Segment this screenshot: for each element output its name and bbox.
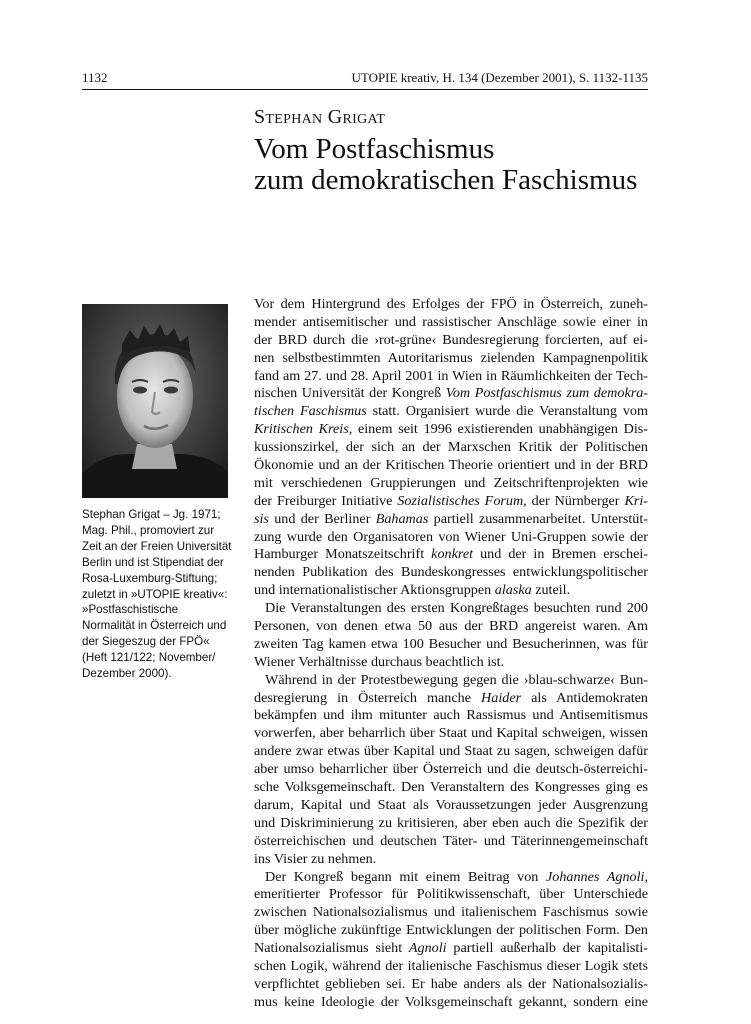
body-line: Die Veranstaltungen des ersten Kongreßtages besuchten rund 200: [265, 600, 648, 617]
italic-run: konkret: [431, 546, 474, 563]
text-run: der Nürnberger: [526, 492, 625, 509]
caption-line: Rosa-Luxemburg-Stiftung;: [82, 571, 218, 585]
italic-run: Johannes Agnoli,: [546, 868, 648, 885]
italic-run: Sozialistisches Forum,: [397, 492, 527, 509]
body-line: sche Volksgemeinschaft. Den Veranstaltern des Kongresses ging es: [254, 779, 648, 796]
italic-run: tischen Faschismus: [254, 403, 367, 420]
title-line: Vom Postfaschismus: [254, 133, 495, 165]
body-line: bekämpfen und ihm mitunter auch Rassismus und Antisemitismus: [254, 707, 648, 724]
body-line: Während in der Protestbewegung gegen die ›blau-schwarze‹ Bun-: [265, 671, 648, 688]
italic-run: Haider: [481, 689, 522, 706]
text-run: desregierung in Österreich manche: [254, 689, 482, 706]
page-number: 1132: [82, 70, 108, 85]
text-run: einem seit 1996 existierenden unabhängigen Dis-: [352, 421, 648, 438]
text-run: statt. Organisiert wurde die Veranstaltung vom: [366, 403, 648, 420]
author-bio-caption: [82, 507, 242, 682]
body-line: [254, 493, 648, 511]
text-run: Der Kongreß begann mit einem Beitrag von: [265, 868, 546, 885]
body-line: [254, 869, 648, 887]
body-line: kussionszirkel, der sich an der Marxschen Kritik der Politischen: [254, 439, 648, 456]
body-line: vorwerfen, aber beharrlich über Staat und Kapital schweigen, wissen: [254, 725, 648, 742]
text-run: der Freiburger Initiative: [254, 492, 398, 509]
caption-line: (Heft 121/122; November/: [82, 651, 216, 665]
article-body: [254, 296, 648, 1012]
article-title: [254, 134, 654, 196]
body-line: [254, 385, 648, 403]
title-line: zum demokratischen Faschismus: [254, 164, 638, 196]
body-line: mender antisemitischer und rassistischer Anschläge sowie einer in: [254, 313, 648, 330]
text-run: und der in Bremen erschei-: [473, 546, 649, 563]
body-line: verpflichtet geblieben sei. Er habe anders als der Nationalsozialis-: [254, 975, 648, 992]
running-header: [82, 70, 648, 88]
text-run: als Antidemokraten: [521, 689, 648, 706]
body-line: Ökonomie und an der Kritischen Theorie orientiert und in der BRD: [254, 457, 648, 474]
body-line: zung wurde den Organisatoren von Wiener Uni-Gruppen sowie der: [254, 528, 648, 545]
journal-citation: UTOPIE kreativ, H. 134 (Dezember 2001), S. 1132-1135: [351, 70, 648, 85]
caption-line: »Postfaschistische: [82, 603, 179, 617]
caption-line: der Siegeszug der FPÖ«: [82, 635, 210, 649]
body-line: [254, 403, 648, 421]
caption-line: Zeit an der Freien Universität: [82, 539, 232, 553]
body-line: der BRD durch die ›rot-grüne‹ Bundesregierung forcierten, auf ei-: [254, 331, 648, 348]
text-run: partiell zusammenarbeitet. Unterstüt-: [428, 510, 648, 527]
body-line: [254, 546, 648, 564]
caption-line: Dezember 2000).: [82, 667, 172, 681]
body-line: zweiten Tag kamen etwa 100 Besucher und Besucherinnen, was für: [254, 635, 648, 652]
body-line: nenden Publikation des Bundeskongresses entwicklungspolitischer: [254, 564, 648, 581]
italic-run: Kritischen Kreis,: [254, 421, 353, 438]
italic-run: Agnoli: [408, 940, 447, 957]
body-line: ins Visier zu nehmen.: [254, 850, 377, 867]
text-run: nischen Universität der Kongreß: [254, 385, 446, 402]
body-line: schen Logik, während der italienische Faschismus dieser Logik stets: [254, 957, 648, 974]
body-line: darum, Kapital und Staat als Voraussetzungen jeder Ausgrenzung: [254, 796, 648, 813]
caption-line: Mag. Phil., promoviert zur: [82, 523, 215, 537]
body-line: Personen, von denen etwa 50 aus der BRD angereist waren. Am: [254, 618, 648, 635]
header-rule: [82, 89, 648, 90]
body-line: zwischen Nationalsozialismus und italienischem Faschismus sowie: [254, 904, 648, 921]
text-run: und der Berliner: [268, 510, 376, 527]
body-line: [254, 511, 648, 529]
body-line: emeritierter Professor für Politikwissenschaft, über Unterschiede: [254, 886, 648, 903]
caption-line: Berlin und ist Stipendiat der: [82, 555, 224, 569]
body-line: österreichischen und deutschen Täter- und Täterinnengemeinschaft: [254, 832, 648, 849]
body-line: Wiener Verhältnisse durchaus beachtlich ist.: [254, 653, 505, 670]
text-run: und internationalistischer Aktionsgruppen: [254, 582, 495, 599]
article-author: Stephan Grigat: [254, 106, 386, 128]
body-line: mit verschiedenen Gruppierungen und Zeitschriftenprojekten wie: [254, 474, 648, 491]
body-line: über mögliche zukünftige Entwicklungen der politischen Form. Den: [254, 922, 648, 939]
body-line: mus keine Ideologie der Volksgemeinschaft gekannt, sondern eine: [254, 993, 648, 1010]
body-line: nen selbstbestimmten Autoritarismus zielenden Kampagnenpolitik: [254, 349, 648, 366]
caption-line: Stephan Grigat – Jg. 1971;: [82, 508, 221, 521]
text-run: zuteil.: [531, 582, 571, 599]
body-line: [254, 582, 648, 600]
italic-run: alaska: [494, 582, 532, 599]
body-line: Vor dem Hintergrund des Erfolges der FPÖ in Österreich, zuneh-: [254, 296, 648, 312]
body-line: andere zwar etwas über Kapital und Staat zu sagen, schweigen dafür: [254, 743, 648, 760]
text-run: Hamburger Monatszeitschrift: [254, 546, 432, 563]
caption-line: Normalität in Österreich und: [82, 619, 227, 633]
caption-line: zuletzt in »UTOPIE kreativ«:: [82, 587, 228, 601]
author-portrait-photo: [82, 304, 228, 498]
body-line: fand am 27. und 28. April 2001 in Wien in Räumlichkeiten der Tech-: [254, 367, 648, 384]
body-line: aber umso beharrlicher über Österreich und die deutsch-österreichi-: [254, 761, 648, 778]
italic-run: Kri-: [624, 492, 649, 509]
body-line: [254, 940, 648, 958]
body-line: [254, 421, 648, 439]
italic-run: Bahamas: [375, 510, 429, 527]
italic-run: sis: [254, 510, 269, 527]
body-line: und Diskriminierung zu kritisieren, aber eben auch die Spezifik der: [254, 814, 648, 831]
text-run: partiell außerhalb der kapitalisti-: [446, 940, 648, 957]
text-run: Nationalsozialismus sieht: [254, 940, 409, 957]
body-line: [254, 690, 648, 708]
italic-run: Vom Postfaschismus zum demokra-: [445, 385, 648, 402]
